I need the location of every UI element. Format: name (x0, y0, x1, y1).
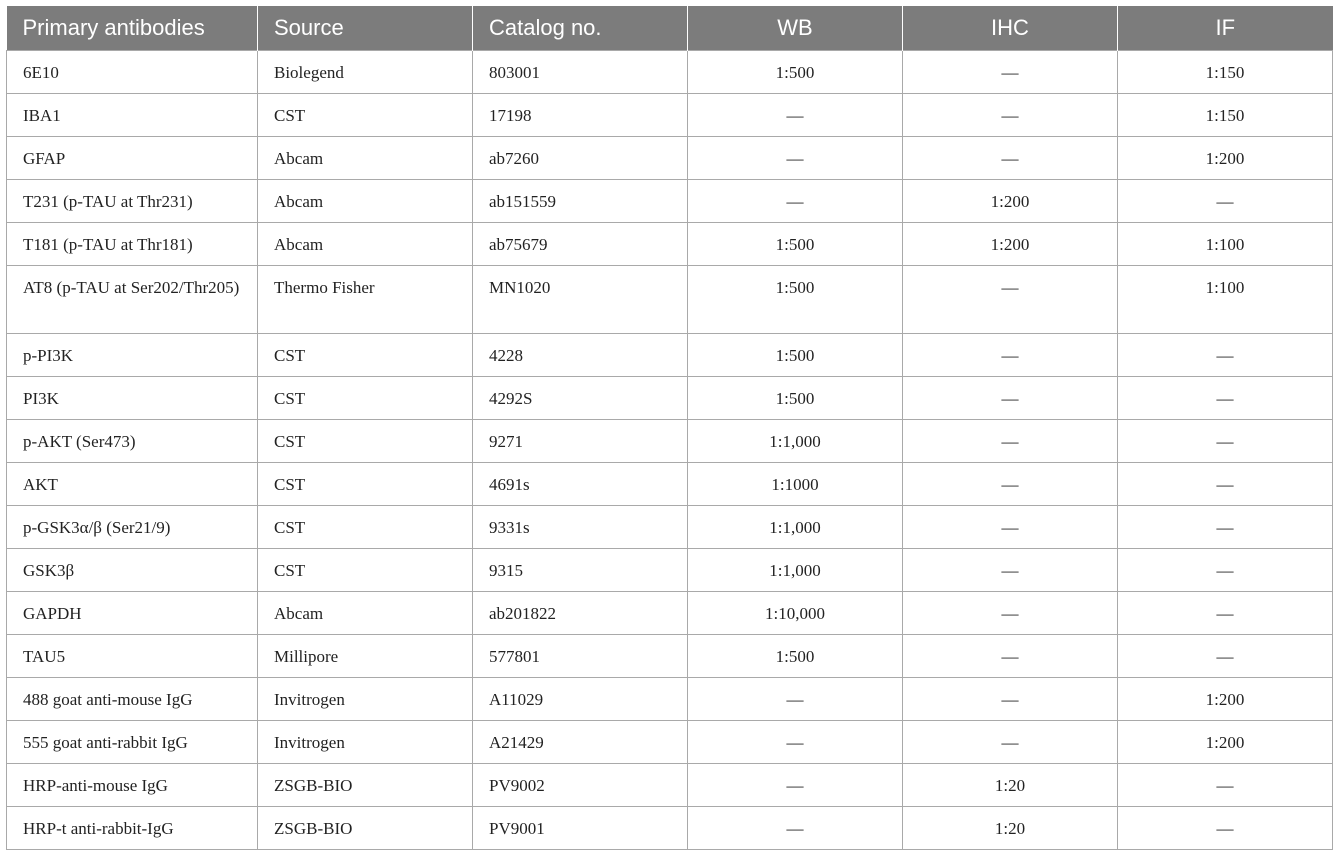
cell-antibody: 6E10 (7, 51, 258, 94)
cell-source: CST (258, 334, 473, 377)
cell-source: CST (258, 549, 473, 592)
cell-antibody: GAPDH (7, 592, 258, 635)
cell-if: — (1118, 334, 1333, 377)
cell-source: CST (258, 377, 473, 420)
cell-wb: 1:10,000 (688, 592, 903, 635)
table-row (7, 137, 1333, 180)
cell-antibody: PI3K (7, 377, 258, 420)
cell-wb: 1:500 (688, 266, 903, 334)
table-row (7, 180, 1333, 223)
cell-antibody: TAU5 (7, 635, 258, 678)
table-row (7, 334, 1333, 377)
cell-if: — (1118, 420, 1333, 463)
cell-catalog: 9271 (473, 420, 688, 463)
cell-source: Abcam (258, 137, 473, 180)
cell-catalog: A11029 (473, 678, 688, 721)
table-row (7, 549, 1333, 592)
table-row (7, 51, 1333, 94)
cell-if: 1:200 (1118, 721, 1333, 764)
cell-antibody: GSK3β (7, 549, 258, 592)
table-row (7, 592, 1333, 635)
cell-catalog: A21429 (473, 721, 688, 764)
table-row (7, 420, 1333, 463)
table-row (7, 223, 1333, 266)
cell-source: ZSGB-BIO (258, 764, 473, 807)
header-ihc: IHC (903, 6, 1118, 51)
cell-ihc: — (903, 721, 1118, 764)
header-row (7, 6, 1333, 51)
cell-ihc: 1:20 (903, 807, 1118, 850)
table-row (7, 94, 1333, 137)
cell-ihc: — (903, 592, 1118, 635)
cell-catalog: 17198 (473, 94, 688, 137)
cell-ihc: — (903, 334, 1118, 377)
table-body (7, 51, 1333, 850)
cell-ihc: — (903, 678, 1118, 721)
antibody-table (6, 6, 1333, 850)
table-row (7, 266, 1333, 334)
cell-catalog: MN1020 (473, 266, 688, 334)
cell-antibody: T231 (p-TAU at Thr231) (7, 180, 258, 223)
cell-if: 1:100 (1118, 223, 1333, 266)
cell-source: ZSGB-BIO (258, 807, 473, 850)
cell-ihc: — (903, 377, 1118, 420)
cell-if: — (1118, 807, 1333, 850)
cell-antibody: AT8 (p-TAU at Ser202/Thr205) (7, 266, 258, 334)
cell-source: Biolegend (258, 51, 473, 94)
cell-source: Abcam (258, 180, 473, 223)
cell-ihc: — (903, 137, 1118, 180)
cell-ihc: — (903, 420, 1118, 463)
header-catalog-no: Catalog no. (473, 6, 688, 51)
header-source: Source (258, 6, 473, 51)
cell-wb: — (688, 94, 903, 137)
cell-wb: 1:500 (688, 223, 903, 266)
cell-source: Invitrogen (258, 721, 473, 764)
header-wb: WB (688, 6, 903, 51)
cell-ihc: 1:20 (903, 764, 1118, 807)
cell-if: — (1118, 635, 1333, 678)
cell-if: 1:200 (1118, 137, 1333, 180)
cell-antibody: GFAP (7, 137, 258, 180)
cell-ihc: 1:200 (903, 223, 1118, 266)
cell-antibody: p-AKT (Ser473) (7, 420, 258, 463)
cell-catalog: 4292S (473, 377, 688, 420)
cell-source: CST (258, 94, 473, 137)
cell-catalog: 803001 (473, 51, 688, 94)
cell-ihc: 1:200 (903, 180, 1118, 223)
cell-catalog: 9331s (473, 506, 688, 549)
cell-ihc: — (903, 506, 1118, 549)
cell-wb: — (688, 137, 903, 180)
cell-wb: 1:500 (688, 635, 903, 678)
header-if: IF (1118, 6, 1333, 51)
header-primary-antibodies: Primary antibodies (7, 6, 258, 51)
cell-antibody: HRP-t anti-rabbit-IgG (7, 807, 258, 850)
cell-wb: 1:1000 (688, 463, 903, 506)
cell-ihc: — (903, 94, 1118, 137)
table-row (7, 377, 1333, 420)
cell-antibody: 555 goat anti-rabbit IgG (7, 721, 258, 764)
cell-source: CST (258, 463, 473, 506)
cell-source: Abcam (258, 592, 473, 635)
table-row (7, 463, 1333, 506)
cell-catalog: 577801 (473, 635, 688, 678)
cell-wb: 1:500 (688, 51, 903, 94)
table-row (7, 721, 1333, 764)
table-row (7, 506, 1333, 549)
cell-source: Millipore (258, 635, 473, 678)
cell-source: CST (258, 420, 473, 463)
cell-catalog: 9315 (473, 549, 688, 592)
cell-antibody: IBA1 (7, 94, 258, 137)
cell-catalog: PV9001 (473, 807, 688, 850)
cell-catalog: ab201822 (473, 592, 688, 635)
cell-wb: — (688, 180, 903, 223)
cell-ihc: — (903, 549, 1118, 592)
cell-wb: 1:500 (688, 334, 903, 377)
cell-catalog: ab7260 (473, 137, 688, 180)
table-row (7, 764, 1333, 807)
table-header (7, 6, 1333, 51)
cell-source: Abcam (258, 223, 473, 266)
cell-wb: — (688, 678, 903, 721)
cell-wb: 1:1,000 (688, 549, 903, 592)
cell-ihc: — (903, 266, 1118, 334)
cell-wb: — (688, 721, 903, 764)
cell-ihc: — (903, 635, 1118, 678)
cell-antibody: T181 (p-TAU at Thr181) (7, 223, 258, 266)
cell-antibody: AKT (7, 463, 258, 506)
cell-if: — (1118, 180, 1333, 223)
table-row (7, 807, 1333, 850)
cell-source: Invitrogen (258, 678, 473, 721)
cell-antibody: p-GSK3α/β (Ser21/9) (7, 506, 258, 549)
cell-catalog: 4691s (473, 463, 688, 506)
cell-ihc: — (903, 463, 1118, 506)
cell-source: Thermo Fisher (258, 266, 473, 334)
cell-wb: 1:500 (688, 377, 903, 420)
cell-if: — (1118, 764, 1333, 807)
cell-if: 1:150 (1118, 94, 1333, 137)
cell-wb: 1:1,000 (688, 506, 903, 549)
cell-catalog: PV9002 (473, 764, 688, 807)
cell-wb: 1:1,000 (688, 420, 903, 463)
cell-antibody: 488 goat anti-mouse IgG (7, 678, 258, 721)
table-row (7, 635, 1333, 678)
cell-if: — (1118, 592, 1333, 635)
cell-antibody: HRP-anti-mouse IgG (7, 764, 258, 807)
cell-if: 1:150 (1118, 51, 1333, 94)
cell-if: — (1118, 506, 1333, 549)
cell-if: — (1118, 377, 1333, 420)
cell-ihc: — (903, 51, 1118, 94)
cell-catalog: ab151559 (473, 180, 688, 223)
cell-if: 1:200 (1118, 678, 1333, 721)
cell-antibody: p-PI3K (7, 334, 258, 377)
table-row (7, 678, 1333, 721)
cell-if: — (1118, 463, 1333, 506)
cell-catalog: 4228 (473, 334, 688, 377)
cell-wb: — (688, 764, 903, 807)
cell-source: CST (258, 506, 473, 549)
cell-if: 1:100 (1118, 266, 1333, 334)
cell-wb: — (688, 807, 903, 850)
cell-if: — (1118, 549, 1333, 592)
cell-catalog: ab75679 (473, 223, 688, 266)
